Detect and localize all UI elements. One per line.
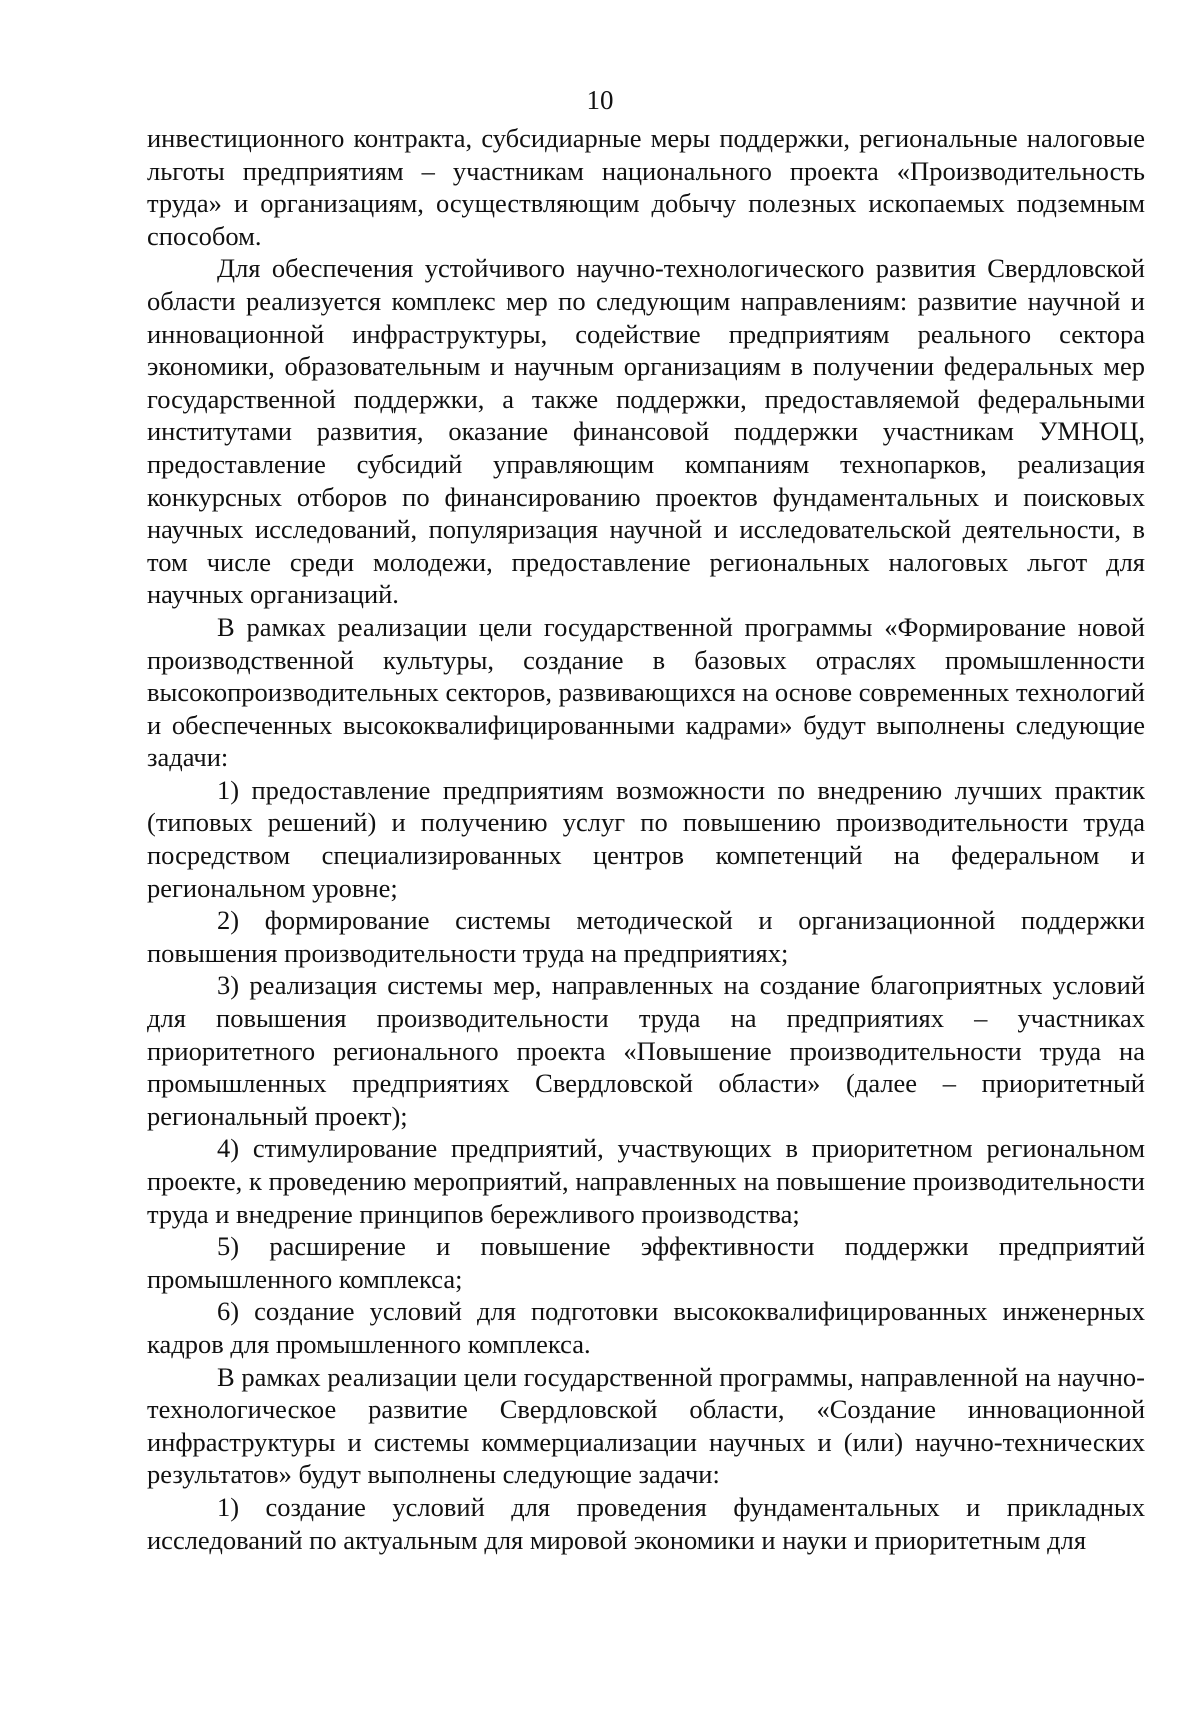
list-item-task-6: 6) создание условий для подготовки высококвалифицированных инженерных кадров для промышленного комплекса. [147, 1296, 1145, 1359]
document-body [147, 122, 1145, 1556]
list-item-task-4: 4) стимулирование предприятий, участвующих в приоритетном региональном проекте, к проведению мероприятий, направленных на повышение производительности труда и внедрение принципов бережливого производства; [147, 1133, 1145, 1229]
list-item-task-5: 5) расширение и повышение эффективности поддержки предприятий промышленного комплекса; [147, 1231, 1145, 1294]
list-item-innovation-task-1: 1) создание условий для проведения фундаментальных и прикладных исследований по актуальным для мировой экономики и науки и приоритетным для [147, 1491, 1145, 1555]
paragraph-innovation-goal: В рамках реализации цели государственной программы, направленной на научно-технологическое развитие Свердловской области, «Создание инновационной инфраструктуры и системы коммерциализации научных и (или) научно-технических результатов» будут выполнены следующие задачи: [147, 1361, 1145, 1490]
list-item-task-2: 2) формирование системы методической и организационной поддержки повышения производительности труда на предприятиях; [147, 905, 1145, 968]
paragraph-production-goal: В рамках реализации цели государственной программы «Формирование новой производственной культуры, создание в базовых отраслях промышленности высокопроизводительных секторов, развивающихся на основе современных технологий и обеспеченных высококвалифицированными кадрами» будут выполнены следующие задачи: [147, 611, 1145, 773]
page-number: 10 [586, 85, 614, 115]
list-item-task-1: 1) предоставление предприятиям возможности по внедрению лучших практик (типовых решений) и получению услуг по повышению производительности труда посредством специализированных центров компетенций на федеральном и региональном уровне; [147, 774, 1145, 903]
paragraph-science-measures: Для обеспечения устойчивого научно-технологического развития Свердловской области реализуется комплекс мер по следующим направлениям: развитие научной и инновационной инфраструктуры, содействие предприятиям реального сектора экономики, образовательным и научным организациям в получении федеральных мер государственной поддержки, а также поддержки, предоставляемой федеральными институтами развития, оказание финансовой поддержки участникам УМНОЦ, предоставление субсидий управляющим компаниям технопарков, реализация конкурсных отборов по финансированию проектов фундаментальных и поисковых научных исследований, популяризация научной и исследовательской деятельности, в том числе среди молодежи, предоставление региональных налоговых льгот для научных организаций. [147, 253, 1145, 610]
list-item-task-3: 3) реализация системы мер, направленных на создание благоприятных условий для повышения производительности труда на предприятиях – участниках приоритетного регионального проекта «Повышение производительности труда на промышленных предприятиях Свердловской области» (далее – приоритетный региональный проект); [147, 970, 1145, 1131]
paragraph-continuation: инвестиционного контракта, субсидиарные меры поддержки, региональные налоговые льготы предприятиям – участникам национального проекта «Производительность труда» и организациям, осуществляющим добычу полезных ископаемых подземным способом. [147, 123, 1145, 251]
